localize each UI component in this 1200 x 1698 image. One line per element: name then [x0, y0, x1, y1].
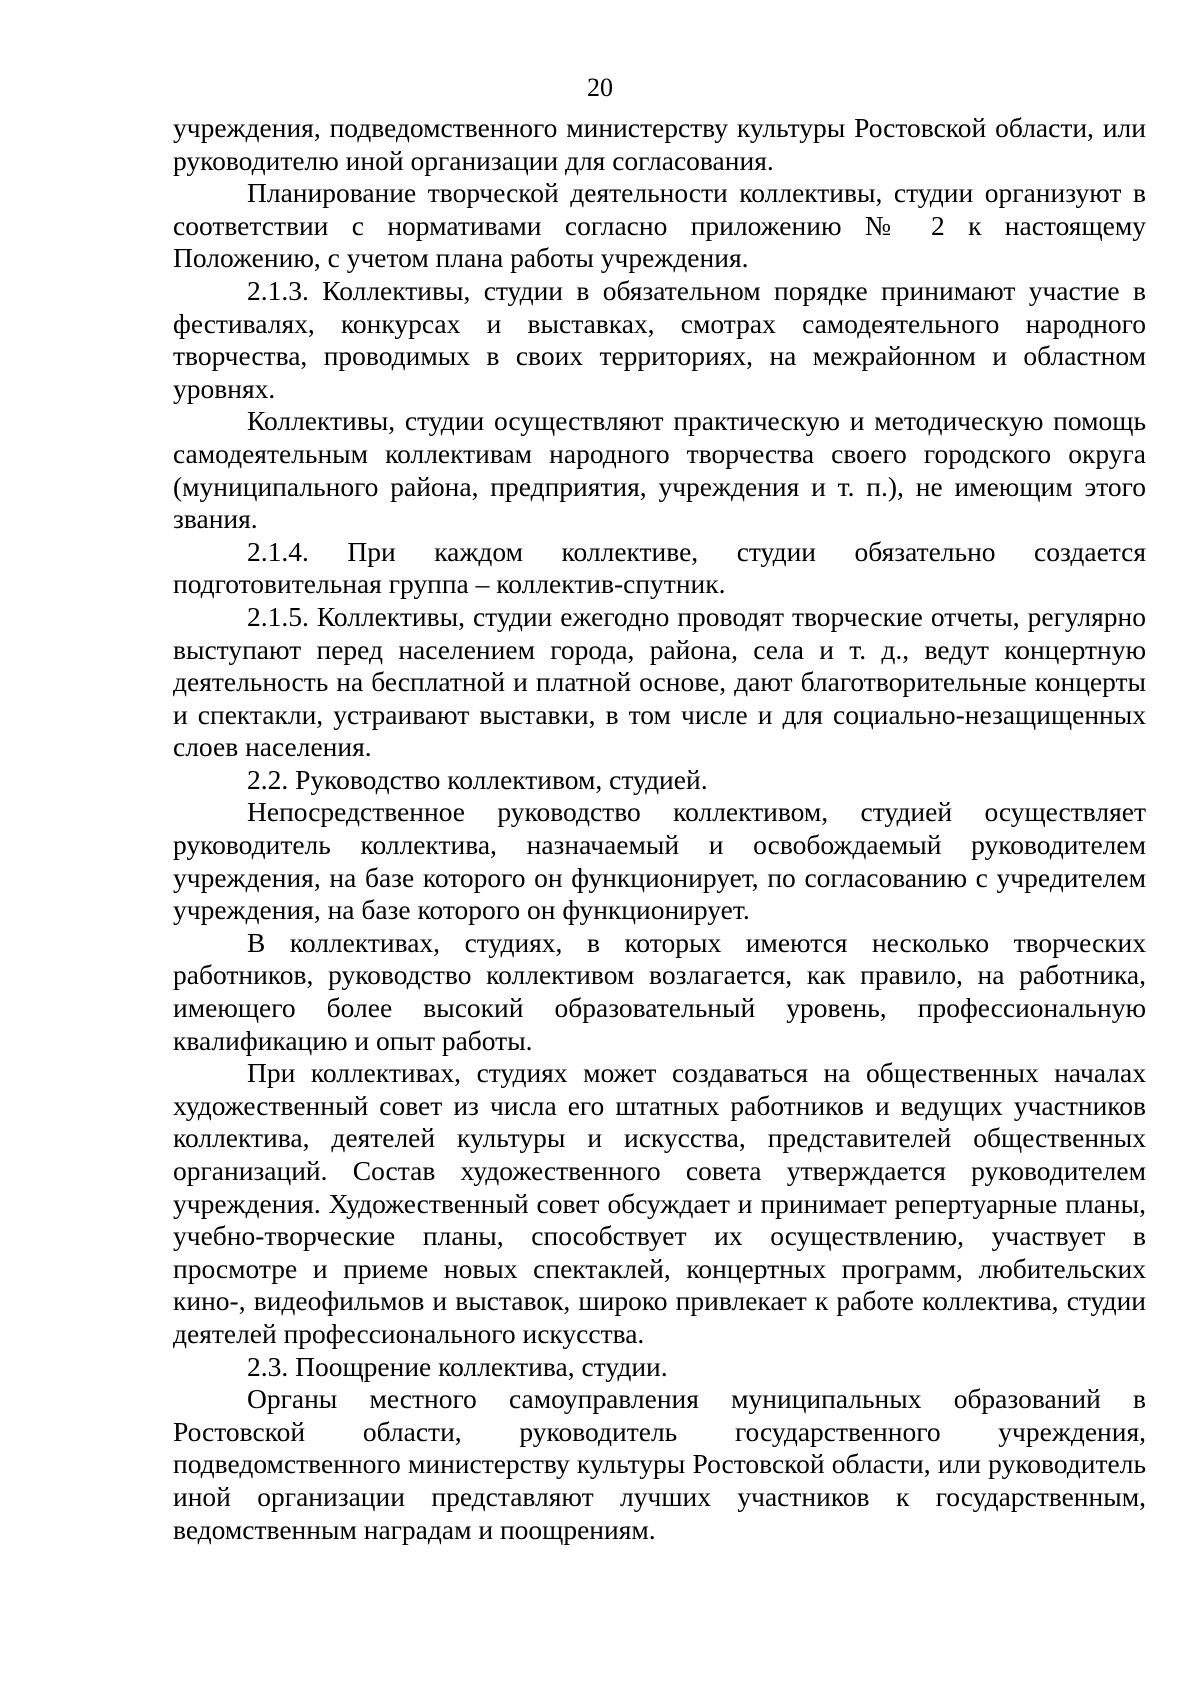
paragraph-artistic-council: При коллективах, студиях может создаваться на общественных началах художественный совет из числа его штатных работников и ведущих участников коллектива, деятелей культуры и искусства, представителей общественных организаций. Состав художественного совета утверждается руководителем учреждения. Художественный совет обсуждает и принимает репертуарные планы, учебно-творческие планы, способствует их осуществлению, участвует в просмотре и приеме новых спектаклей, концертных программ, любительских кино-, видеофильмов и выставок, широко привлекает к работе коллектива, студии деятелей профессионального искусства.	[173, 1057, 1146, 1349]
paragraph-planning: Планирование творческой деятельности коллективы, студии организуют в соответствии с нормативами согласно приложению № 2 к настоящему Положению, с учетом плана работы учреждения.	[173, 177, 1146, 274]
paragraph-continuation: учреждения, подведомственного министерству культуры Ростовской области, или руководителю иной организации для согласования.	[173, 112, 1146, 176]
page-number: 20	[587, 73, 613, 102]
paragraph-direct-management: Непосредственное руководство коллективом, студией осуществляет руководитель коллектива, назначаемый и освобождаемый руководителем учреждения, на базе которого он функционирует, по согласованию с учредителем учреждения, на базе которого он функционирует.	[173, 796, 1146, 926]
document-body	[173, 112, 1146, 1546]
paragraph-2-1-4: 2.1.4. При каждом коллективе, студии обязательно создается подготовительная группа – коллектив-спутник.	[173, 535, 1146, 600]
paragraph-several-workers: В коллективах, студиях, в которых имеются несколько творческих работников, руководство коллективом возлагается, как правило, на работника, имеющего более высокий образовательный уровень, профессиональную квалификацию и опыт работы.	[173, 926, 1146, 1056]
heading-2-3: 2.3. Поощрение коллектива, студии.	[247, 1350, 668, 1382]
heading-2-2: 2.2. Руководство коллективом, студией.	[247, 763, 708, 795]
paragraph-methodical-help: Коллективы, студии осуществляют практическую и методическую помощь самодеятельным коллективам народного творчества своего городского округа (муниципального района, предприятия, учреждения и т. п.), не имеющим этого звания.	[173, 405, 1146, 535]
paragraph-awards: Органы местного самоуправления муниципальных образований в Ростовской области, руководитель государственного учреждения, подведомственного министерству культуры Ростовской области, или руководитель иной организации представляют лучших участников к государственным, ведомственным наградам и поощрениям.	[173, 1383, 1146, 1545]
paragraph-2-1-5: 2.1.5. Коллективы, студии ежегодно проводят творческие отчеты, регулярно выступают перед населением города, района, села и т. д., ведут концертную деятельность на бесплатной и платной основе, дают благотворительные концерты и спектакли, устраивают выставки, в том числе и для социально-незащищенных слоев населения.	[173, 600, 1146, 763]
paragraph-2-1-3: 2.1.3. Коллективы, студии в обязательном порядке принимают участие в фестивалях, конкурсах и выставках, смотрах самодеятельного народного творчества, проводимых в своих территориях, на межрайонном и областном уровнях.	[173, 274, 1146, 404]
